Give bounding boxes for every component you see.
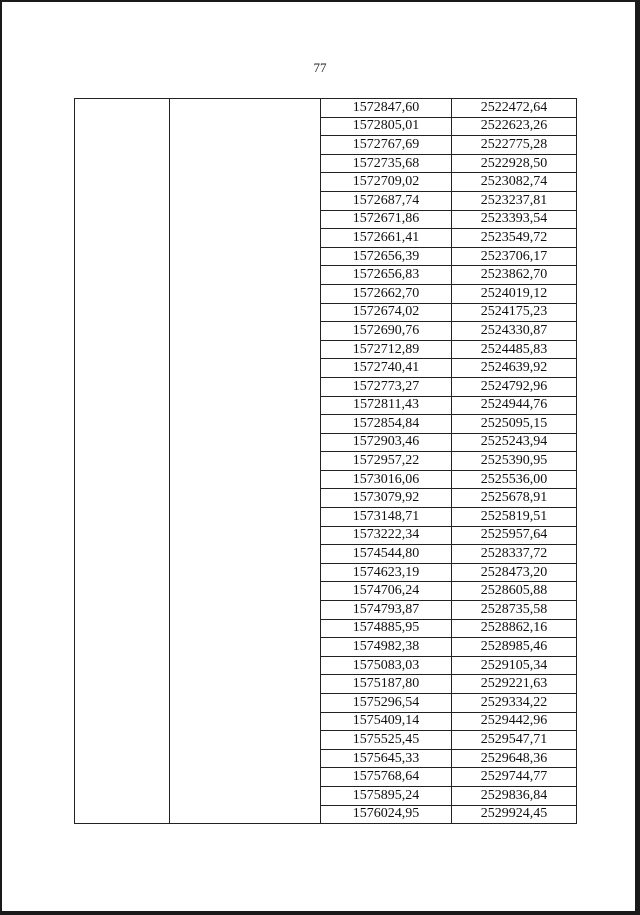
coordinate-y-cell: 2524639,92 — [452, 359, 577, 378]
coordinate-y-cell: 2525243,94 — [452, 433, 577, 452]
coordinate-x-cell: 1573148,71 — [321, 508, 452, 527]
coordinate-x-cell: 1572740,41 — [321, 359, 452, 378]
coordinate-x-cell: 1574793,87 — [321, 601, 452, 620]
coordinate-y-cell: 2522928,50 — [452, 154, 577, 173]
coordinate-y-cell: 2528337,72 — [452, 545, 577, 564]
coordinate-y-cell: 2529924,45 — [452, 805, 577, 824]
coordinate-y-cell: 2523862,70 — [452, 266, 577, 285]
coordinate-x-cell: 1572690,76 — [321, 322, 452, 341]
coordinate-x-cell: 1572773,27 — [321, 377, 452, 396]
coordinate-x-cell: 1572674,02 — [321, 303, 452, 322]
coordinate-x-cell: 1575409,14 — [321, 712, 452, 731]
coordinate-x-cell: 1572903,46 — [321, 433, 452, 452]
empty-merged-cell-1 — [75, 99, 170, 824]
coordinate-x-cell: 1572656,39 — [321, 247, 452, 266]
coordinate-x-cell: 1572709,02 — [321, 173, 452, 192]
coordinate-x-cell: 1572735,68 — [321, 154, 452, 173]
coordinate-y-cell: 2529442,96 — [452, 712, 577, 731]
coordinates-table — [74, 98, 577, 824]
coordinates-table-body — [75, 99, 577, 824]
coordinate-y-cell: 2524175,23 — [452, 303, 577, 322]
coordinate-y-cell: 2525957,64 — [452, 526, 577, 545]
coordinate-x-cell: 1573222,34 — [321, 526, 452, 545]
coordinate-y-cell: 2528473,20 — [452, 563, 577, 582]
coordinate-y-cell: 2525390,95 — [452, 452, 577, 471]
coordinate-x-cell: 1575895,24 — [321, 786, 452, 805]
coordinate-y-cell: 2524485,83 — [452, 340, 577, 359]
coordinate-x-cell: 1575525,45 — [321, 731, 452, 750]
coordinate-y-cell: 2529334,22 — [452, 694, 577, 713]
coordinate-x-cell: 1572656,83 — [321, 266, 452, 285]
coordinate-x-cell: 1575083,03 — [321, 656, 452, 675]
coordinate-y-cell: 2522623,26 — [452, 117, 577, 136]
coordinate-y-cell: 2523082,74 — [452, 173, 577, 192]
coordinate-y-cell: 2529547,71 — [452, 731, 577, 750]
coordinate-x-cell: 1572805,01 — [321, 117, 452, 136]
coordinate-y-cell: 2529836,84 — [452, 786, 577, 805]
coordinate-y-cell: 2529744,77 — [452, 768, 577, 787]
coordinate-x-cell: 1573079,92 — [321, 489, 452, 508]
coordinate-y-cell: 2528735,58 — [452, 601, 577, 620]
page-number: 77 — [313, 60, 327, 75]
coordinate-y-cell: 2522775,28 — [452, 136, 577, 155]
coordinate-x-cell: 1575768,64 — [321, 768, 452, 787]
coordinate-y-cell: 2529105,34 — [452, 656, 577, 675]
coordinate-y-cell: 2525819,51 — [452, 508, 577, 527]
coordinate-y-cell: 2524792,96 — [452, 377, 577, 396]
coordinate-y-cell: 2523393,54 — [452, 210, 577, 229]
coordinate-x-cell: 1572854,84 — [321, 415, 452, 434]
coordinate-x-cell: 1572687,74 — [321, 191, 452, 210]
coordinate-x-cell: 1572957,22 — [321, 452, 452, 471]
coordinate-y-cell: 2529221,63 — [452, 675, 577, 694]
coordinate-y-cell: 2528862,16 — [452, 619, 577, 638]
coordinate-x-cell: 1573016,06 — [321, 470, 452, 489]
coordinate-x-cell: 1572847,60 — [321, 99, 452, 118]
coordinate-y-cell: 2522472,64 — [452, 99, 577, 118]
coordinate-y-cell: 2528605,88 — [452, 582, 577, 601]
coordinate-x-cell: 1574706,24 — [321, 582, 452, 601]
coordinate-y-cell: 2524019,12 — [452, 284, 577, 303]
coordinate-y-cell: 2524944,76 — [452, 396, 577, 415]
coordinate-x-cell: 1572712,89 — [321, 340, 452, 359]
coordinate-x-cell: 1574885,95 — [321, 619, 452, 638]
coordinate-y-cell: 2525536,00 — [452, 470, 577, 489]
empty-merged-cell-2 — [170, 99, 321, 824]
coordinate-y-cell: 2523549,72 — [452, 229, 577, 248]
coordinate-y-cell: 2525095,15 — [452, 415, 577, 434]
coordinate-x-cell: 1572661,41 — [321, 229, 452, 248]
coordinate-y-cell: 2524330,87 — [452, 322, 577, 341]
coordinate-y-cell: 2525678,91 — [452, 489, 577, 508]
coordinate-x-cell: 1575296,54 — [321, 694, 452, 713]
coordinate-x-cell: 1575645,33 — [321, 749, 452, 768]
coordinate-y-cell: 2523237,81 — [452, 191, 577, 210]
coordinate-x-cell: 1572811,43 — [321, 396, 452, 415]
coordinate-x-cell: 1572662,70 — [321, 284, 452, 303]
coordinate-y-cell: 2523706,17 — [452, 247, 577, 266]
coordinate-x-cell: 1572767,69 — [321, 136, 452, 155]
coordinate-x-cell: 1574623,19 — [321, 563, 452, 582]
coordinate-y-cell: 2529648,36 — [452, 749, 577, 768]
coordinate-x-cell: 1574982,38 — [321, 638, 452, 657]
coordinate-x-cell: 1574544,80 — [321, 545, 452, 564]
coordinate-x-cell: 1575187,80 — [321, 675, 452, 694]
coordinate-x-cell: 1576024,95 — [321, 805, 452, 824]
table-row — [75, 99, 577, 118]
coordinate-x-cell: 1572671,86 — [321, 210, 452, 229]
coordinate-y-cell: 2528985,46 — [452, 638, 577, 657]
